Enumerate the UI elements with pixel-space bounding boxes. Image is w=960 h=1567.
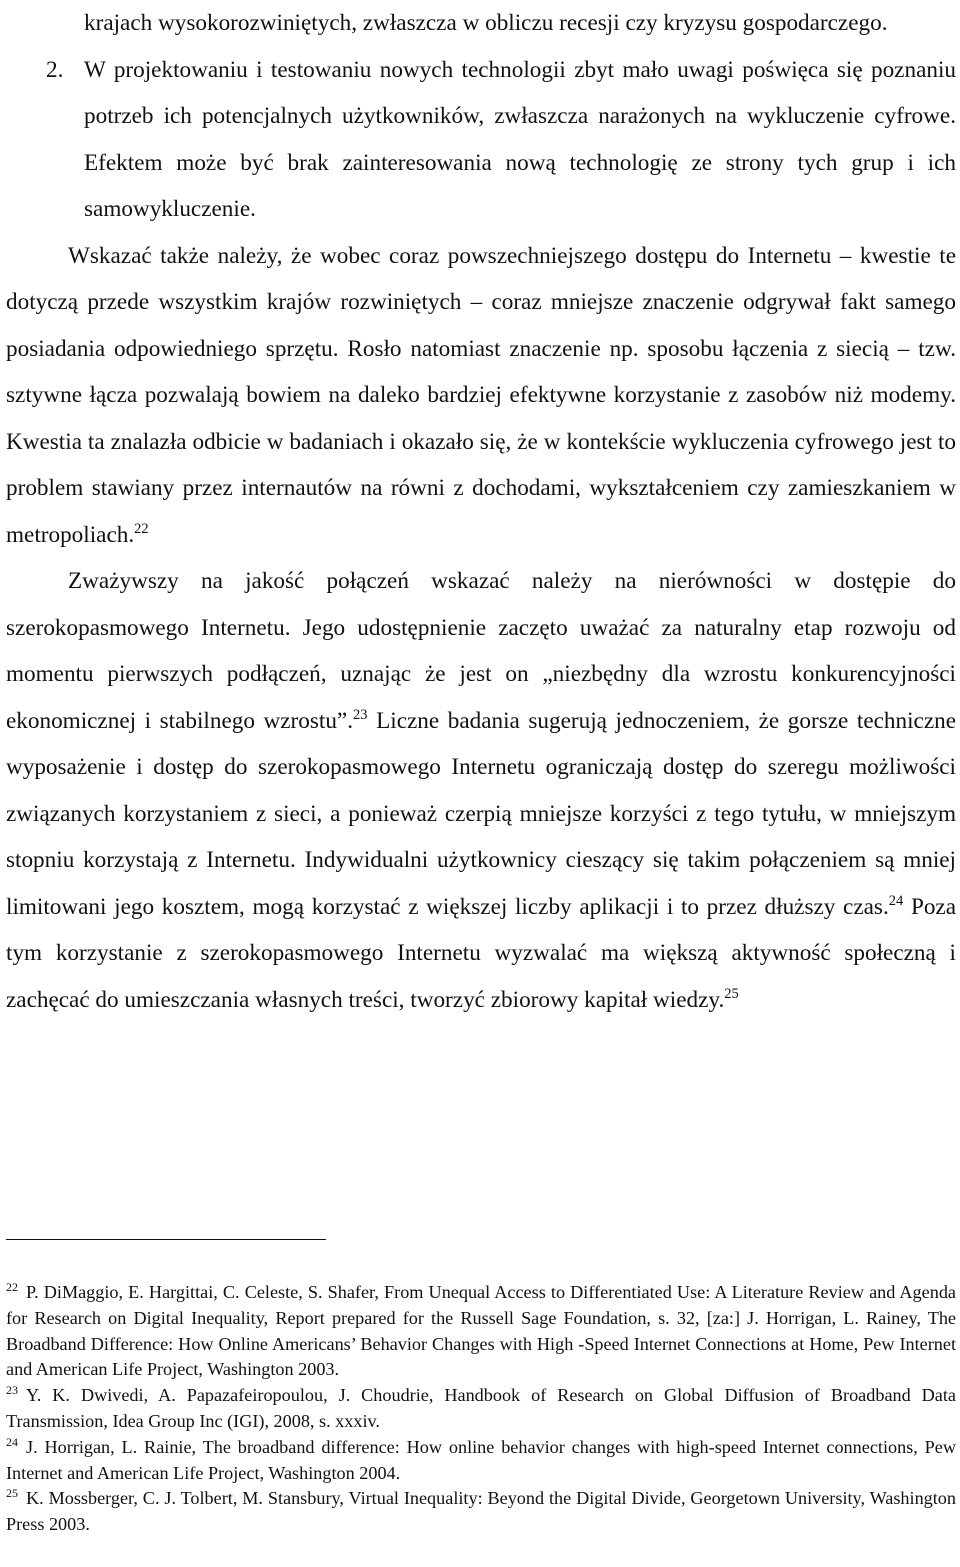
paragraph-text: Zważywszy na jakość połączeń wskazać należy na nierówności w dostępie do szerokopasmowego Internetu. Jego udostępnienie zaczęto uważać za naturalny etap rozwoju od momentu pierwszych podłączeń, uznając że jest on „niezbędny dla wzrostu konkurencyjności ekonomicznej i stabilnego wzrostu”. — [6, 568, 956, 734]
footnote-number: 25 — [6, 1486, 18, 1501]
list-item-continuation: krajach wysokorozwiniętych, zwłaszcza w obliczu recesji czy kryzysu gospodarczego. — [84, 10, 888, 36]
paragraph-text: Poza tym korzystanie z szerokopasmowego Internetu wyzwalać ma większą aktywność społeczną i zachęcać do umieszczania własnych treści, tworzyć zbiorowy kapitał wiedzy. — [6, 893, 957, 1013]
paragraph-2 — [6, 558, 956, 1023]
list-item-text: W projektowaniu i testowaniu nowych technologii zbyt mało uwagi poświęca się poznaniu potrzeb ich potencjalnych użytkowników, zwłaszcza narażonych na wykluczenie cyfrowe. Efektem może być brak zainteresowania nową technologię ze strony tych grup i ich samowykluczenie. — [84, 56, 956, 222]
paragraph-text: Liczne badania sugerują jednoczeniem, że gorsze techniczne wyposażenie i dostęp do szerokopasmowego Internetu ograniczają dostęp do szeregu możliwości związanych korzystaniem z sieci, a ponieważ czerpią mniejsze korzyści z tego tytułu, w mniejszym stopniu korzystają z Internetu. Indywidualni użytkownicy cieszący się takim połączeniem są mniej limitowani jego kosztem, mogą korzystać z większej liczby aplikacji i to przez dłuższy czas. — [6, 707, 956, 920]
main-text — [6, 0, 956, 1023]
footnote-reference: 25 — [724, 985, 739, 1002]
paragraph-text: Wskazać także należy, że wobec coraz powszechniejszego dostępu do Internetu – kwestie te dotyczą przede wszystkim krajów rozwiniętych – coraz mniejsze znaczenie odgrywał fakt samego posiadania odpowiedniego sprzętu. Rosło natomiast znaczenie np. sposobu łączenia z siecią – tzw. sztywne łącza pozwalają bowiem na daleko bardziej efektywne korzystanie z zasobów niż modemy. Kwestia ta znalazła odbicie w badaniach i okazało się, że w kontekście wykluczenia cyfrowego jest to problem stawiany przez internautów na równi z dochodami, wykształceniem czy zamieszkaniem w metropoliach. — [6, 242, 956, 548]
paragraph-1 — [6, 233, 956, 559]
footnote-text: J. Horrigan, L. Rainie, The broadband difference: How online behavior changes with high-speed Internet connections, Pew Internet and American Life Project, Washington 2004. — [6, 1436, 956, 1483]
footnote-text: Y. K. Dwivedi, A. Papazafeiropoulou, J. Choudrie, Handbook of Research on Global Diffusion of Broadband Data Transmission, Idea Group Inc (IGI), 2008, s. xxxiv. — [6, 1385, 956, 1431]
footnote-separator — [6, 1239, 326, 1240]
footnote — [6, 1280, 956, 1383]
footnote-number: 24 — [6, 1434, 18, 1449]
footnote — [6, 1486, 956, 1538]
footnote-reference: 23 — [353, 706, 368, 723]
footnote-number: 23 — [6, 1383, 18, 1398]
footnote-text: K. Mossberger, C. J. Tolbert, M. Stansbury, Virtual Inequality: Beyond the Digital Divide, Georgetown University, Washington Press 2003. — [6, 1488, 956, 1535]
list-item-number: 2. — [46, 56, 64, 83]
footnotes — [6, 1280, 956, 1538]
document-page — [6, 0, 956, 1567]
footnote-reference: 22 — [134, 520, 149, 537]
footnote-number: 22 — [6, 1280, 18, 1294]
footnote-reference: 24 — [888, 892, 904, 909]
footnote — [6, 1435, 956, 1487]
footnote — [6, 1383, 956, 1435]
list-item-2 — [6, 47, 956, 233]
footnote-text: P. DiMaggio, E. Hargittai, C. Celeste, S. Shafer, From Unequal Access to Differentiated Use: A Literature Review and Agenda for Research on Digital Inequality, Report prepared for the Russell Sage Foundation, s. 32, [za:] J. Horrigan, L. Rainey, The Broadband Difference: How Online Americans’ Behavior Changes with High -Speed Internet Connections at Home, Pew Internet and American Life Project, Washington 2003. — [6, 1282, 956, 1380]
